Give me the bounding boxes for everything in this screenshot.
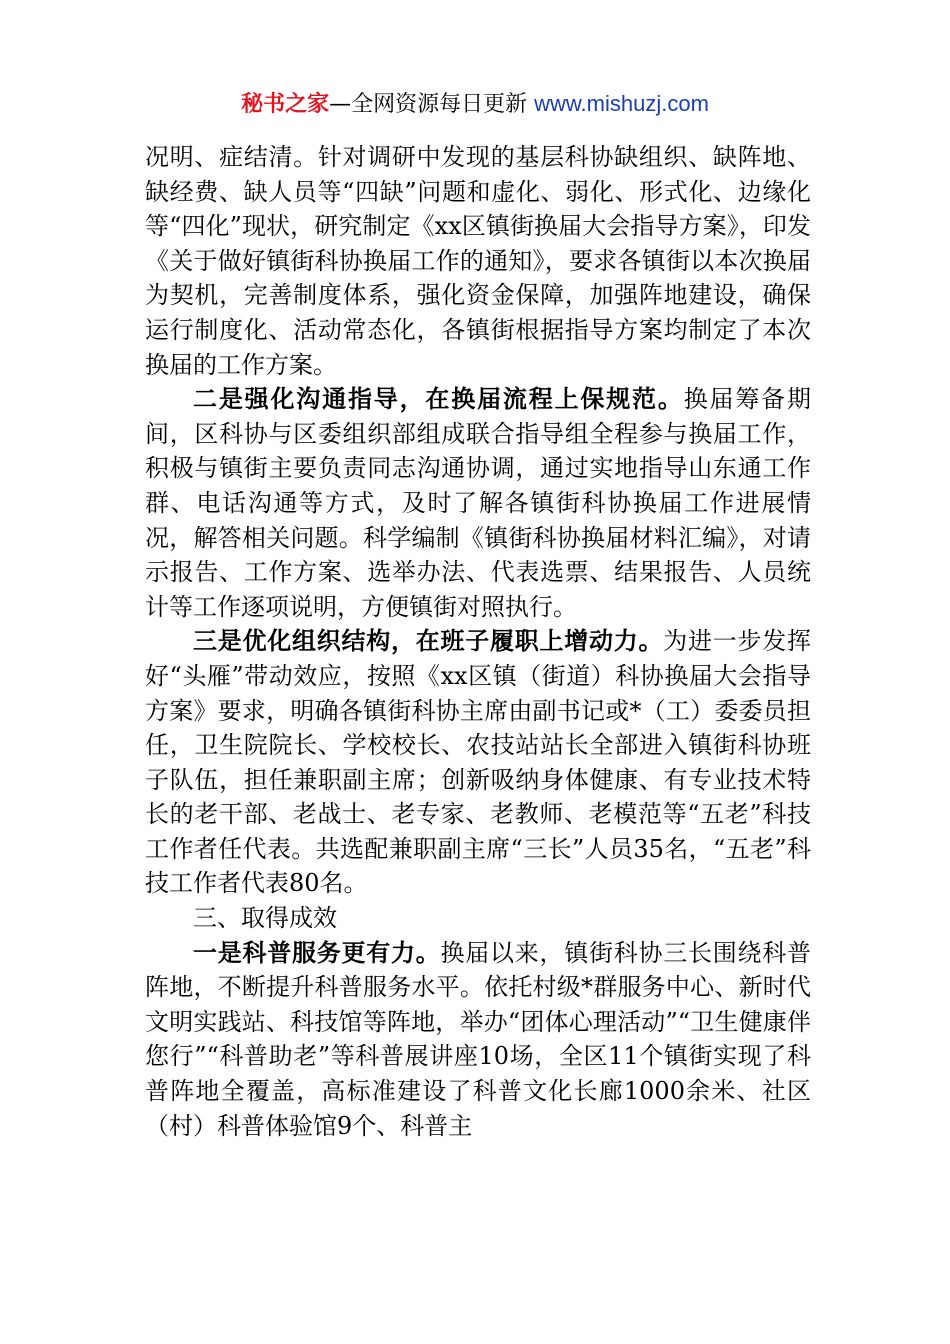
paragraph-text: 况明、症结清。针对调研中发现的基层科协缺组织、缺阵地、缺经费、缺人员等“四缺”问题和虚化、弱化、形式化、边缘化等“四化”现状，研究制定《xx区镇街换届大会指导方案》，印发《关于做好镇街科协换届工作的通知》，要求各镇街以本次换届为契机，完善制度体系，强化资金保障，加强阵地建设，确保运行制度化、活动常态化，各镇街根据指导方案均制定了本次换届的工作方案。 bbox=[145, 143, 811, 379]
paragraph-text: 为进一步发挥好“头雁”带动效应，按照《xx区镇（街道）科协换届大会指导方案》要求，明确各镇街科协主席由副书记或*（工）委委员担任，卫生院院长、学校校长、农技站站长全部进入镇街科协班子队伍，担任兼职副主席；创新吸纳身体健康、有专业技术特长的老干部、老战士、老专家、老教师、老模范等“五老”科技工作者任代表。共选配兼职副主席“三长”人员35名，“五老”科技工作者代表80名。 bbox=[145, 627, 811, 898]
section-heading-results: 三、取得成效 bbox=[193, 904, 337, 933]
paragraph-science-service bbox=[145, 936, 811, 1144]
site-brand: 秘书之家 bbox=[241, 92, 330, 117]
paragraph-communication-guidance bbox=[145, 382, 811, 624]
paragraph-lead: 三是优化组织结构，在班子履职上增动力。 bbox=[193, 626, 664, 656]
site-url-link[interactable]: www.mishuzj.com bbox=[534, 91, 709, 116]
site-header bbox=[0, 86, 950, 123]
paragraph-lead: 一是科普服务更有力。 bbox=[193, 937, 441, 967]
paragraph-lead: 二是强化沟通指导，在换届流程上保规范。 bbox=[193, 384, 684, 414]
paragraph-continuation bbox=[145, 140, 811, 382]
document-body bbox=[145, 140, 811, 1143]
paragraph-text: 换届以来，镇街科协三长围绕科普阵地，不断提升科普服务水平。依托村级*群服务中心、新时代文明实践站、科技馆等阵地，举办“团体心理活动”“卫生健康伴您行”“科普助老”等科普展讲座10场，全区11个镇街实现了科普阵地全覆盖，高标准建设了科普文化长廊1000余米、社区（村）科普体验馆9个、科普主 bbox=[145, 938, 811, 1140]
site-tagline: —全网资源每日更新 bbox=[329, 92, 535, 117]
paragraph-text: 换届筹备期间，区科协与区委组织部组成联合指导组全程参与换届工作，积极与镇街主要负责同志沟通协调，通过实地指导山东通工作群、电话沟通等方式，及时了解各镇街科协换届工作进展情况，解答相关问题。科学编制《镇街科协换届材料汇编》，对请示报告、工作方案、选举办法、代表选票、结果报告、人员统计等工作逐项说明，方便镇街对照执行。 bbox=[145, 385, 812, 621]
paragraph-organization-structure bbox=[145, 624, 811, 901]
